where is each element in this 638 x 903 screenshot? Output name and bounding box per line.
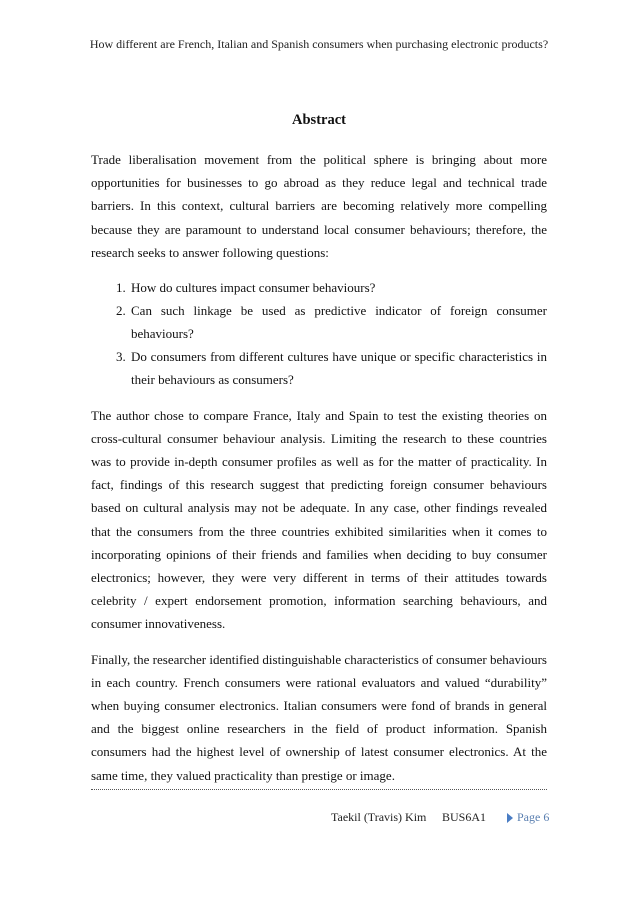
- list-item: 3. Do consumers from different cultures have unique or specific characteristics in their behaviours as consumers?: [129, 346, 547, 392]
- running-header: How different are French, Italian and Spanish consumers when purchasing electronic products?: [89, 37, 549, 51]
- list-item: 2. Can such linkage be used as predictive indicator of foreign consumer behaviours?: [129, 300, 547, 346]
- footer-divider: [91, 789, 547, 790]
- abstract-paragraph-1: Trade liberalisation movement from the political sphere is bringing about more opportunities for businesses to go abroad as they reduce legal and technical trade barriers. In this context, cultural barriers are becoming relatively more compelling because they are paramount to understand local consumer behaviours; therefore, the research seeks to answer following questions:: [91, 152, 547, 260]
- abstract-heading: Abstract: [292, 112, 346, 128]
- footer-page-number: [507, 810, 549, 825]
- triangle-right-icon: [507, 813, 513, 823]
- abstract-paragraph-2: The author chose to compare France, Italy and Spain to test the existing theories on cross-cultural consumer behaviour analysis. Limiting the research to these countries was to provide in-depth consumer profiles as well as for the matter of practicality. In fact, findings of this research suggest that predicting foreign consumer behaviours based on cultural analysis may not be adequate. In any case, other findings revealed that the consumers from the three countries exhibited similarities when it comes to incorporating opinions of their friends and families when deciding to buy consumer electronics; however, they were very different in terms of their attitudes towards celebrity / expert endorsement promotion, information searching behaviours, and consumer innovativeness.: [91, 407, 547, 632]
- footer-author: Taekil (Travis) Kim: [331, 810, 427, 824]
- page-label: Page 6: [517, 810, 550, 824]
- research-questions-list: [91, 277, 547, 392]
- abstract-section: [91, 112, 547, 787]
- abstract-paragraph-3: Finally, the researcher identified distinguishable characteristics of consumer behaviours in each country. French consumers were rational evaluators and valued “durability” when buying consumer electronics. Italian consumers were fond of brands in general and the biggest online researchers in the field of product information. Spanish consumers had the highest level of ownership of latest consumer electronics. At the same time, they valued practicality than prestige or image.: [91, 651, 547, 783]
- footer-course-code: BUS6A1: [442, 810, 487, 824]
- list-item: 1. How do cultures impact consumer behaviours?: [129, 277, 547, 300]
